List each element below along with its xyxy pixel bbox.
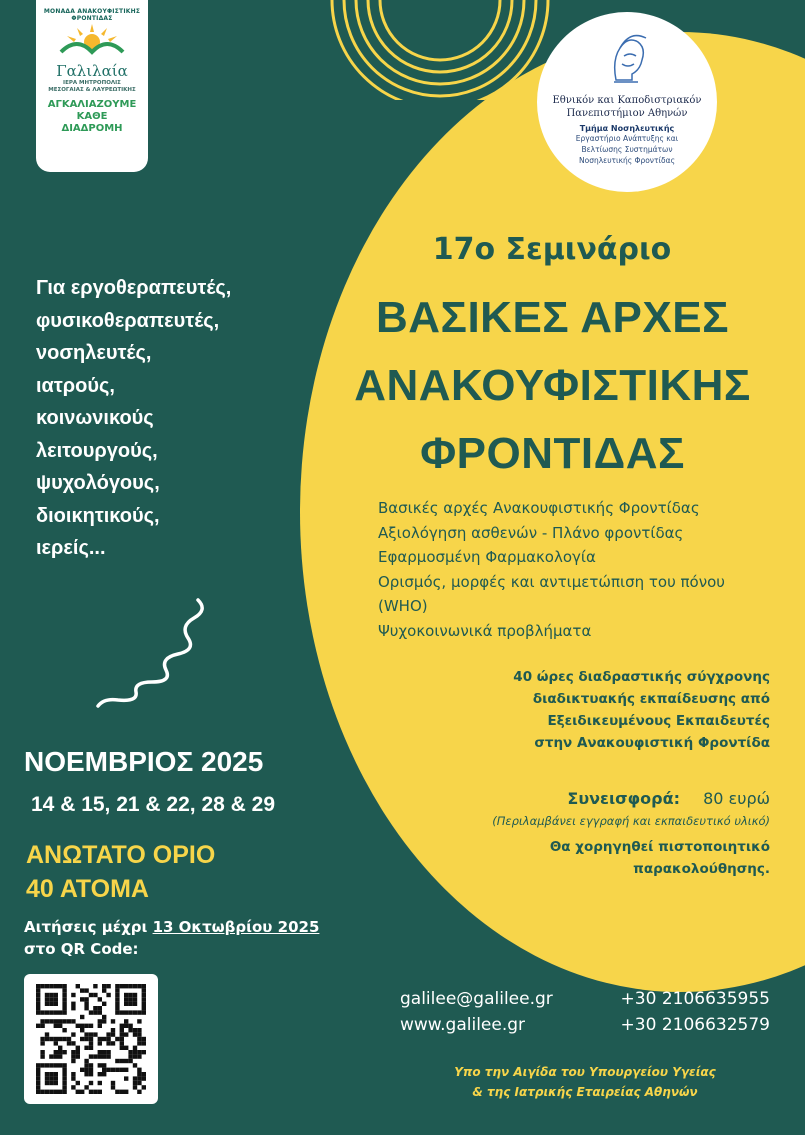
logo-arc-text: ΜΟΝΑΔΑ ΑΝΑΚΟΥΦΙΣΤΙΚΗΣ ΦΡΟΝΤΙΔΑΣ xyxy=(43,8,141,22)
topic-item: Αξιολόγηση ασθενών - Πλάνο φροντίδας xyxy=(378,523,684,542)
fee-amount: 80 ευρώ xyxy=(703,789,770,808)
application-info xyxy=(24,916,319,960)
audience-line: φυσικοθεραπευτές, xyxy=(36,309,220,332)
title-line-1: ΒΑΣΙΚΕΣ ΑΡΧΕΣ xyxy=(375,293,730,342)
topic-item: Ψυχοκοινωνικά προβλήματα xyxy=(378,621,592,640)
audience-line: ιατρούς, xyxy=(36,374,115,397)
apply-qr-label: στο QR Code: xyxy=(24,940,139,958)
apply-prefix: Αιτήσεις μέχρι xyxy=(24,918,153,936)
hours-line: στην Ανακουφιστική Φροντίδα xyxy=(534,735,770,751)
contact-block xyxy=(400,986,770,1038)
audience-line: λειτουργούς, xyxy=(36,439,158,462)
hours-line: Εξειδικευμένους Εκπαιδευτές xyxy=(547,713,770,729)
university-name-1: Εθνικόν και Καποδιστριακόν xyxy=(552,95,702,106)
audience-list xyxy=(36,272,306,565)
logo-slogan-2: ΚΑΘΕ xyxy=(76,111,108,123)
logo-name: Γαλιλαία xyxy=(56,62,128,80)
hours-description xyxy=(418,666,770,754)
audience-line: ιερείς... xyxy=(36,537,106,559)
apply-deadline: 13 Οκτωβρίου 2025 xyxy=(152,918,320,936)
sunrise-hands-icon xyxy=(57,22,127,56)
audience-line: κοινωνικούς xyxy=(36,407,154,429)
topic-item: Ορισμός, μορφές και αντιμετώπιση του πόνου xyxy=(378,572,725,591)
galilee-logo xyxy=(36,0,148,172)
seminar-dates: 14 & 15, 21 & 22, 28 & 29 xyxy=(31,793,275,816)
department-name: Τμήμα Νοσηλευτικής xyxy=(579,124,675,133)
logo-sub-1: ΙΕΡΑ ΜΗΤΡΟΠΟΛΙΣ xyxy=(63,80,121,86)
email-link[interactable]: galilee@galilee.gr xyxy=(400,989,553,1009)
athena-head-icon xyxy=(602,30,652,86)
lab-line-3: Νοσηλευτικής Φροντίδας xyxy=(579,156,675,165)
website-link[interactable]: www.galilee.gr xyxy=(400,1015,526,1035)
logo-slogan-3: ΔΙΑΔΡΟΜΗ xyxy=(61,123,123,135)
university-name-2: Πανεπιστήμιον Αθηνών xyxy=(566,108,688,119)
patronage-footer xyxy=(420,1062,750,1102)
title-line-3: ΦΡΟΝΤΙΔΑΣ xyxy=(420,429,685,478)
seminar-number: 17ο Σεμινάριο xyxy=(432,232,672,267)
lab-line-2: Βελτίωσης Συστημάτων xyxy=(581,145,673,154)
fee-row xyxy=(420,789,770,808)
seminar-title xyxy=(300,284,805,488)
audience-line: διοικητικούς, xyxy=(36,504,160,527)
lab-line-1: Εργαστήριο Ανάπτυξης και xyxy=(575,134,679,143)
hours-line: 40 ώρες διαδραστικής σύγχρονης xyxy=(513,669,770,685)
footer-line-1: Υπο την Αιγίδα του Υπουργείου Υγείας xyxy=(454,1065,716,1079)
university-badge xyxy=(537,12,717,192)
fee-label: Συνεισφορά: xyxy=(567,789,680,808)
logo-slogan-1: ΑΓΚΑΛΙΑΖΟΥΜΕ xyxy=(47,99,137,111)
squiggle-decoration xyxy=(90,596,210,708)
limit-line-1: ΑΝΩΤΑΤΟ ΟΡΙΟ xyxy=(26,841,216,869)
audience-line: νοσηλευτές, xyxy=(36,342,152,364)
cert-line: Θα χορηγηθεί πιστοποιητικό xyxy=(549,839,770,855)
limit-line-2: 40 ΑΤΟΜΑ xyxy=(26,875,149,903)
audience-line: ψυχολόγους, xyxy=(36,472,160,494)
topics-list xyxy=(378,496,798,643)
audience-line: Για εργοθεραπευτές, xyxy=(36,277,232,299)
cert-line: παρακολούθησης. xyxy=(633,861,770,877)
month-heading: ΝΟΕΜΒΡΙΟΣ 2025 xyxy=(24,746,264,777)
qr-code-icon[interactable] xyxy=(24,974,158,1104)
hours-line: διαδικτυακής εκπαίδευσης από xyxy=(532,691,770,707)
phone-2[interactable]: +30 2106632579 xyxy=(620,1015,770,1035)
footer-line-2: & της Ιατρικής Εταιρείας Αθηνών xyxy=(472,1085,698,1099)
phone-1[interactable]: +30 2106635955 xyxy=(620,989,770,1009)
fee-note: (Περιλαμβάνει εγγραφή και εκπαιδευτικό υλικό) xyxy=(492,814,770,828)
topic-item: Βασικές αρχές Ανακουφιστικής Φροντίδας xyxy=(378,499,700,517)
participant-limit xyxy=(26,838,215,906)
certificate-note xyxy=(420,836,770,880)
topic-item: Εφαρμοσμένη Φαρμακολογία xyxy=(378,548,596,566)
title-line-2: ΑΝΑΚΟΥΦΙΣΤΙΚΗΣ xyxy=(354,361,751,410)
qr-code[interactable] xyxy=(24,974,158,1104)
topic-item: (WHO) xyxy=(378,597,428,615)
logo-sub-2: ΜΕΣΟΓΑΙΑΣ & ΛΑΥΡΕΩΤΙΚΗΣ xyxy=(48,86,136,93)
